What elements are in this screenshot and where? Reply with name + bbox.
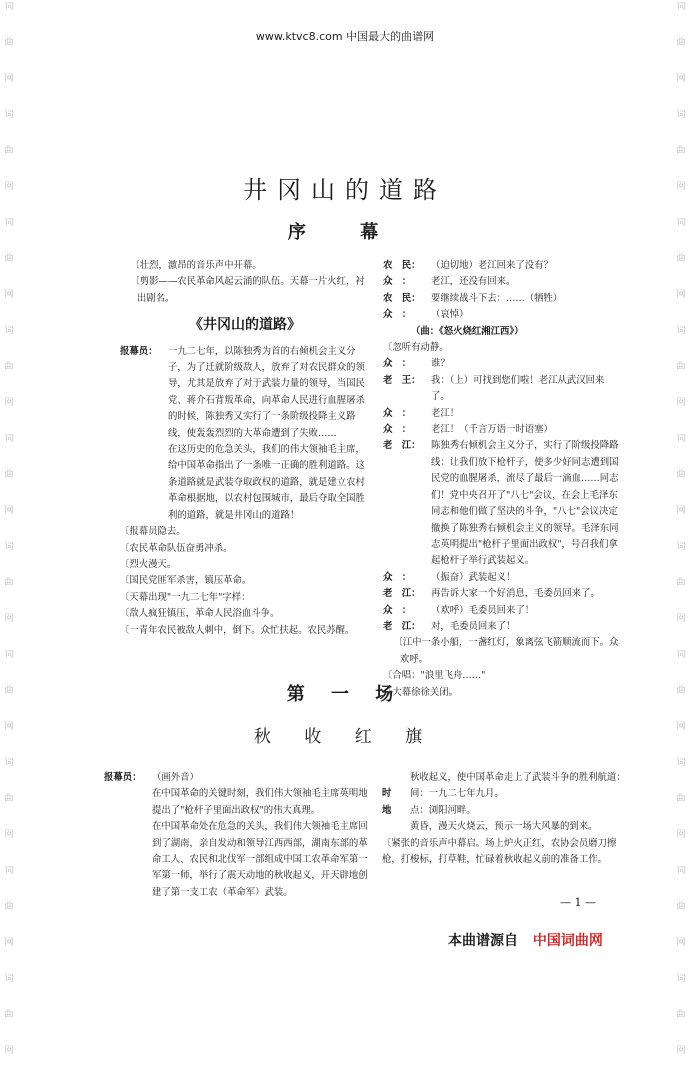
speech-line — [382, 803, 626, 819]
watermark-char: 网 — [676, 182, 686, 192]
speaker-name: 众 ： — [383, 358, 412, 370]
speech-line — [383, 603, 623, 619]
watermark-char: 词 — [676, 866, 686, 876]
speech-line — [383, 356, 623, 372]
speaker-name: 报幕员： — [120, 345, 158, 357]
speaker-name: 老 江： — [383, 440, 421, 452]
speech-line — [383, 258, 623, 274]
header-url: www.ktvc8.com 中国最大的曲谱网 — [255, 30, 435, 43]
watermark-char: 网 — [4, 1046, 14, 1056]
stage-direction: 〔一青年农民被敌人刺中，倒下。众忙扶起。农民苏醒。 — [120, 624, 355, 636]
song-reference: （曲：《怒火烧红湘江西》） — [411, 325, 524, 337]
speech-text: 间：一九二七年九月。 — [410, 788, 504, 800]
watermark-char: 词 — [676, 542, 686, 552]
watermark-char: 曲 — [676, 38, 686, 48]
speech-text: （哀悼） — [431, 309, 469, 321]
footer-source — [448, 930, 603, 950]
watermark-char: 词 — [676, 218, 686, 228]
watermark-char: 曲 — [676, 1010, 686, 1020]
speaker-name: 众 ： — [383, 276, 412, 288]
speech-line — [383, 307, 623, 323]
speech-line — [383, 422, 623, 438]
speaker-name: 报幕员： — [104, 772, 142, 783]
speech-line — [383, 373, 623, 406]
song-title: 《井冈山的道路》 — [189, 317, 301, 334]
speaker-name: 地 — [382, 804, 392, 816]
speech-text: 点：浏阳河畔。 — [410, 804, 476, 816]
watermark-char: 词 — [4, 110, 14, 120]
speech-text: 一九二七年，以陈独秀为首的右倾机会主义分子，为了迁就阶级敌人，放弃了对农民群众的领导，尤其是放弃了对于武装力量的领导，当国民党、蒋介石背叛革命，向革命人民进行血腥屠杀的时候，陈独秀又实行了一条阶级投降主义路线，使轰轰烈烈的大革命遭到了失败…… — [168, 345, 365, 439]
watermark-char: 曲 — [4, 362, 14, 372]
speaker-name: 众 ： — [383, 571, 412, 583]
watermark-char: 词 — [4, 758, 14, 768]
prologue-left-column — [120, 258, 370, 639]
stage-direction: 〔合唱："浪里飞舟……" — [383, 670, 486, 682]
watermark-char: 曲 — [676, 146, 686, 156]
narration-paragraph: 秋收起义，使中国革命走上了武装斗争的胜利航道： — [410, 772, 626, 783]
speech-text: （画外音） — [152, 772, 199, 783]
speaker-name: 农 民： — [383, 292, 421, 304]
watermark-char: 网 — [676, 398, 686, 408]
speaker-name: 众 ： — [383, 604, 412, 616]
watermark-char: 曲 — [4, 794, 14, 804]
stage-direction: 〔江中一条小船，一盏红灯，象离弦飞箭顺流而下。众欢呼。 — [393, 637, 619, 665]
speech-line — [104, 770, 369, 786]
watermark-char: 网 — [676, 938, 686, 948]
speech-text: 老江！ — [431, 407, 460, 419]
watermark-char: 网 — [676, 506, 686, 516]
speech-text: 陈独秀右倾机会主义分子，实行了阶级投降路线：让我们放下枪杆子，使多少好同志遭到国民党的血腥屠杀，流尽了最后一滴血……同志们！党中央召开了"八七"会议，在会上毛泽东同志和他们做了坚决的斗争，"八七"会议决定撤换了陈独秀右倾机会主义的领导。毛泽东同志英明提出"枪杆子里面出政权"，号召我们拿起枪杆子举行武装起义。 — [431, 440, 619, 567]
scene-title: 第 一 场 — [286, 684, 404, 705]
speech-text: 再告诉大家一个好消息，毛委员回来了。 — [431, 588, 600, 600]
watermark-char: 网 — [4, 398, 14, 408]
watermark-char: 词 — [676, 326, 686, 336]
watermark-char: 词 — [676, 974, 686, 984]
speaker-name: 老 江： — [383, 620, 421, 632]
speech-line — [382, 786, 626, 802]
stage-direction: 〔国民党匪军杀害，镇压革命。 — [120, 575, 252, 587]
watermark-char: 网 — [676, 614, 686, 624]
watermark-char: 网 — [4, 938, 14, 948]
watermark-char: 网 — [676, 1046, 686, 1056]
narration-paragraph: 黄昏，漫天火烧云，预示一场大风暴的到来。 — [410, 821, 598, 833]
speech-line — [120, 344, 370, 442]
speech-line — [383, 570, 623, 586]
watermark-right — [674, 0, 688, 1080]
speech-line — [383, 291, 623, 307]
footer-site-name: 中国词曲网 — [532, 933, 603, 949]
narration-paragraph: 在中国革命的关键时刻，我们伟大领袖毛主席英明地提出了"枪杆子里面出政权"的伟大真理。 — [152, 788, 368, 816]
speaker-name: 老 王： — [383, 374, 421, 386]
watermark-char: 词 — [4, 218, 14, 228]
stage-direction: 〔烈火漫天。 — [120, 558, 177, 570]
watermark-char: 曲 — [4, 686, 14, 696]
watermark-char: 网 — [4, 506, 14, 516]
watermark-char: 曲 — [4, 146, 14, 156]
prologue-right-column — [383, 258, 623, 701]
watermark-char: 词 — [676, 650, 686, 660]
scene-left-column — [104, 770, 369, 901]
watermark-char: 网 — [4, 74, 14, 84]
watermark-char: 网 — [676, 74, 686, 84]
watermark-char: 曲 — [676, 470, 686, 480]
stage-direction: 〔农民革命队伍奋勇冲杀。 — [120, 542, 233, 554]
watermark-char: 词 — [4, 434, 14, 444]
page-number: — 1 — — [560, 896, 596, 909]
narration-paragraph: 在这历史的危急关头，我们的伟大领袖毛主席，给中国革命指出了一条唯一正确的胜利道路。这条道路就是武装夺取政权的道路，就是建立农村革命根据地，以农村包围城市，最后夺取全国胜利的道路，就是井冈山的道路！ — [168, 444, 365, 521]
speech-text: 老江，还没有回来。 — [431, 276, 516, 288]
speaker-name: 众 ： — [383, 407, 412, 419]
watermark-char: 词 — [676, 434, 686, 444]
stage-direction: 〔天幕出现"一九二七年"字样： — [120, 591, 251, 603]
watermark-char: 曲 — [676, 578, 686, 588]
scene-subtitle: 秋 收 红 旗 — [253, 727, 437, 747]
speech-text: 要继续战斗下去：……（牺牲） — [431, 292, 563, 304]
speaker-name: 农 民： — [383, 260, 421, 271]
stage-direction: 〔敌人疯狂镇压，革命人民浴血斗争。 — [120, 608, 280, 620]
watermark-char: 词 — [4, 650, 14, 660]
footer-source-text: 本曲谱源自 — [448, 933, 518, 949]
watermark-char: 曲 — [676, 362, 686, 372]
speaker-name: 众 ： — [383, 424, 412, 436]
watermark-char: 网 — [676, 722, 686, 732]
stage-direction: 〔紧张的音乐声中幕启。场上炉火正红，农协会员磨刀擦枪，打梭标，打草鞋，忙碌着秋收起义前的准备工作。 — [382, 837, 617, 866]
speech-text: （欢呼）毛委员回来了！ — [431, 604, 535, 616]
speech-text: 对，毛委员回来了！ — [431, 620, 516, 632]
speech-text: 老江！（千言万语一时语塞） — [431, 424, 553, 436]
speech-line — [383, 274, 623, 290]
watermark-char: 曲 — [676, 686, 686, 696]
watermark-char: 曲 — [4, 1010, 14, 1020]
watermark-char: 词 — [676, 758, 686, 768]
speech-text: （迫切地）老江回来了没有？ — [431, 260, 553, 271]
stage-direction: 〔忽听有动静。 — [383, 342, 449, 354]
speaker-name: 老 江： — [383, 588, 421, 600]
watermark-char: 词 — [4, 542, 14, 552]
watermark-char: 网 — [4, 182, 14, 192]
speech-line — [383, 406, 623, 422]
page-title: 井冈山的道路 — [243, 176, 447, 204]
watermark-char: 词 — [676, 110, 686, 120]
scene-right-column — [382, 770, 626, 868]
watermark-left — [2, 0, 16, 1080]
watermark-char: 网 — [4, 830, 14, 840]
watermark-char: 词 — [4, 974, 14, 984]
speech-text: 我：（上）可找到您们啦！老江从武汉回来了。 — [431, 374, 605, 403]
speech-line — [383, 586, 623, 602]
watermark-char: 网 — [4, 614, 14, 624]
watermark-char: 词 — [676, 2, 686, 12]
watermark-char: 词 — [4, 326, 14, 336]
speech-text: 谁？ — [431, 358, 450, 370]
watermark-char: 词 — [4, 2, 14, 12]
stage-direction: 〔大幕徐徐关闭。 — [383, 686, 459, 698]
speech-line — [383, 619, 623, 635]
watermark-char: 网 — [676, 830, 686, 840]
watermark-char: 曲 — [4, 578, 14, 588]
watermark-char: 曲 — [4, 470, 14, 480]
watermark-char: 网 — [4, 722, 14, 732]
speaker-name: 时 — [382, 788, 392, 800]
speaker-name: 众 ： — [383, 309, 412, 321]
watermark-char: 曲 — [4, 254, 14, 264]
prologue-heading: 序 幕 — [287, 222, 403, 243]
watermark-char: 曲 — [676, 794, 686, 804]
stage-direction: 〔壮烈，激昂的音乐声中开幕。 — [130, 260, 262, 271]
watermark-char: 曲 — [4, 902, 14, 912]
watermark-char: 曲 — [4, 38, 14, 48]
watermark-char: 网 — [676, 290, 686, 300]
stage-direction: 〔剪影——农民革命风起云涌的队伍。天幕一片火红，衬出剧名。 — [130, 276, 365, 304]
watermark-char: 曲 — [676, 902, 686, 912]
watermark-char: 词 — [4, 866, 14, 876]
narration-paragraph: 在中国革命处在危急的关头，我们伟大领袖毛主席回到了湖南，亲自发动和领导江西西部，湖南东部的革命工人、农民和北伐军一部组成中国工农革命军第一军第一师，举行了震天动地的秋收起义，开天辟地创建了第一支工农（革命军）武装。 — [152, 821, 368, 898]
speech-text: （振奋）武装起义！ — [431, 571, 516, 583]
watermark-char: 网 — [4, 290, 14, 300]
speech-line — [383, 438, 623, 569]
watermark-char: 曲 — [676, 254, 686, 264]
stage-direction: 〔报幕员隐去。 — [120, 526, 186, 538]
